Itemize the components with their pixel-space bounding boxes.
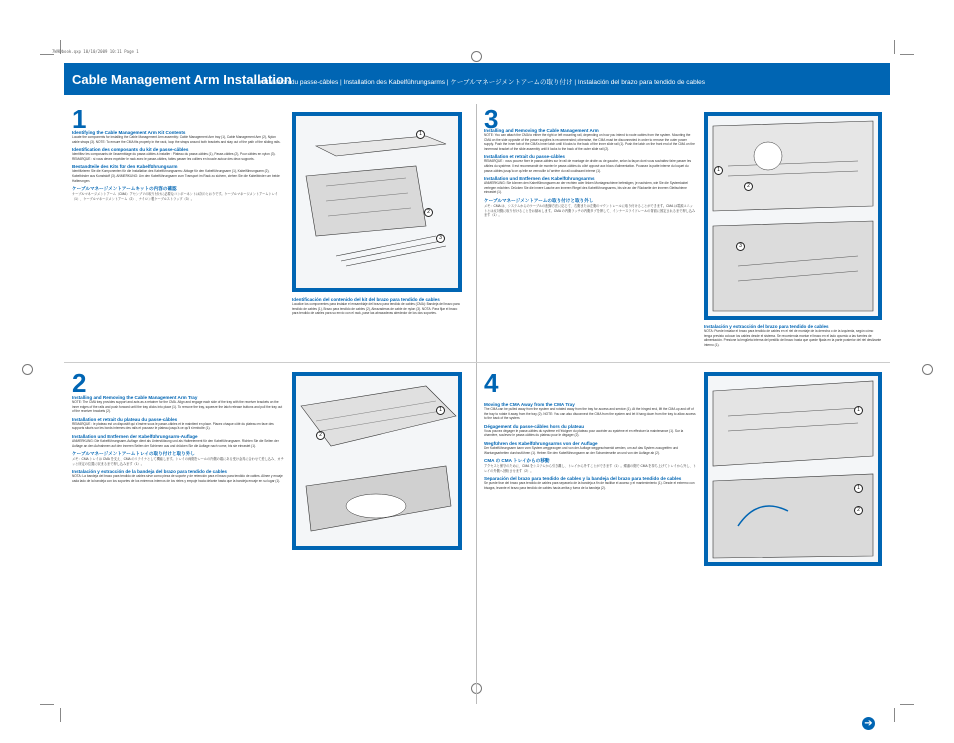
- paragraph-en: The CMA can be pulled away from the system and rotated away from the tray for access and service (1). At the hinged end, lift the CMA up and off of the tray to rotate it away from the tray (2). NOTE: You can also disconnect the CMA from the system and let it hang down from the tray to allow access to the back of the system.: [484, 407, 696, 421]
- step4-illustration: [704, 372, 882, 566]
- heading-de: Wegführen des Kabelführungsarms von der Auflage: [484, 440, 598, 446]
- paragraph-de: Identifizieren Sie die Komponenten für die Installation des Kabelführungsarms: Ablage für den Kabelführungsarm (1), Kabelführungsarm (2), Kabelbinder aus Kunststoff (3). ANMERKUNG: Um den Kabelführungsarm zum Transport im Rack zu sichern, ziehen Sie die Kabelbinder um beide Halterungen.: [72, 169, 280, 183]
- heading-de: Bestandteile des Kits für den Kabelführungsarm: [72, 164, 178, 170]
- heading-fr: Installation et retrait du plateau du passe-câbles: [72, 416, 178, 422]
- row-divider: [64, 362, 890, 363]
- callout-2: 2: [316, 431, 325, 440]
- paragraph-es: Se puede tirar del brazo para tendido de cables para separarlo de la bandeja a fin de facilitar el acceso y el mantenimiento (1). Desde el extremo con bisagra, levante el brazo para tendido de cables hacia arriba y fuera de la bandeja (2).: [484, 481, 695, 490]
- heading-es: Identificación del contenido del kit del brazo para tendido de cables: [292, 297, 440, 302]
- registration-mark: [471, 51, 482, 62]
- heading-ja: ケーブルマネージメントアームトレイの取り付けと取り外し: [72, 451, 195, 457]
- paragraph-fr: Vous pouvez dégager le passe-câbles du système et l'éloigner du plateau pour accéder au système et en effectuer la maintenance (1). Sur la charnière, soulevez le passe-câbles du plateau pour le dégager (2).: [484, 428, 684, 438]
- crop-mark: [900, 704, 914, 705]
- step-number: 1: [72, 104, 87, 134]
- callout-1: 1: [714, 166, 723, 175]
- column-divider: [476, 104, 477, 704]
- step1-text-es: [292, 297, 464, 316]
- heading-fr: Dégagement du passe-câbles hors du plateau: [484, 423, 585, 429]
- step2-illustration: [292, 372, 462, 550]
- paragraph-de: ANMERKUNG: Die Kabelführungsarm-Auflage dient als Unterstützung und als Halteelement für den Kabelführungsarm. Richten Sie die Seiten der Auflage an den Aufnahmen auf den inneren Seiten der Schienen aus und drücken Sie die Auflage nach vorne, bis sie einrastet (1).: [72, 438, 279, 448]
- callout-2: 2: [744, 182, 753, 191]
- paragraph-es: NOTA: Puede instalar el brazo para tendido de cables en el riel de montaje de la derecha o de la izquierda, según cómo tenga previsto colocar los cables desde el sistema. Se recomienda montar el brazo en el lado opuesto a las fuentes de alimentación. Presione la lengüeta interna del pestillo del brazo hasta que quede fijada en la parte posterior del riel deslizante interno (1).: [704, 329, 882, 347]
- paragraph-es: Localice los componentes para instalar el ensamblaje del brazo para tendido de cables (CMA): Bandeja del brazo para tendido de cables (1), Brazo para tendido de cables (2), Abrazaderas de cable de nylon (3). NOTA: Para fijar el brazo para tendido de cables para su envío con el rack, pase las abrazaderas alrededor de los dos soportes.: [292, 302, 460, 316]
- callout-1: 1: [854, 484, 863, 493]
- cma-move-drawing: [708, 376, 878, 562]
- heading-fr: Installation et retrait du passe-câbles: [484, 154, 565, 160]
- heading-en: Moving the CMA Away from the CMA Tray: [484, 402, 575, 407]
- heading-ja: ケーブルマネージメントアームの取り付けと取り外し: [484, 197, 594, 203]
- step1-illustration: [292, 112, 462, 292]
- registration-mark: [922, 364, 933, 375]
- crop-mark: [900, 54, 914, 55]
- step-number: 3: [484, 104, 499, 134]
- step2-text: [72, 395, 284, 484]
- cma-kit-drawing: [296, 116, 458, 288]
- page-title: Cable Management Arm Installation: [72, 72, 292, 87]
- heading-en: Installing and Removing the Cable Management Arm: [484, 128, 599, 133]
- heading-en: Identifying the Cable Management Arm Kit Contents: [72, 130, 186, 135]
- step3-text: [484, 128, 696, 218]
- callout-3: 3: [736, 242, 745, 251]
- heading-fr: Identification des composants du kit de passe-câbles: [72, 147, 189, 153]
- callout-1: 1: [854, 406, 863, 415]
- cma-tray-drawing: [296, 376, 458, 546]
- step3-text-es: [704, 324, 882, 347]
- crop-mark: [894, 708, 895, 722]
- callout-2: 2: [854, 506, 863, 515]
- paragraph-ja: ケーブルマネージメントアーム（CMA）アセンブリの取り付けに必要なコンポーネントは次のとおりです。ケーブルマネージメントアームトレイ（1）、ケーブルマネージメントアーム（2）、ナイロン製ケーブルストラップ（3）。: [72, 192, 278, 201]
- paragraph-ja: メモ：CMA トレイは CMA を支え、CMA のリテイナとして機能します。トレイの両側をレールの内側の端にある受け金具に合わせて差し込み、カチッと所定の位置に収まるまで押し込みます（1）。: [72, 457, 284, 466]
- paragraph-es: NOTA: La bandeja del brazo para tendido de cables sirve como pieza de soporte y de retención para el brazo para tendido de cables. Alinee y encaje cada lado de la bandeja con los soportes de los extremos internos de los rieles y empuje hacia delante hasta que la bandeja encaje en su lugar (1).: [72, 474, 283, 483]
- paragraph-en: NOTE: You can attach the CMA to either the right or left mounting rail, depending on how you intend to route cables from the system. Mounting the CMA on the side opposite of the power supplies is recommended; otherwise, the CMA must be disconnected in order to remove the outer power supply. Push the inner tab of the CMA's inner latch until it locks to the back of the inner slide rail (1). Push the latch on the front end of the CMA on the innermost bracket of the slide assembly until it locks to the back of the outer slide rail (2).: [484, 133, 695, 151]
- heading-ja: CMA の CMA トレイからの移動: [484, 458, 550, 464]
- arrow-right-circle-icon[interactable]: ➔: [862, 717, 875, 730]
- step1-text: [72, 130, 284, 201]
- paragraph-en: Locate the components for installing the Cable Management Arm assembly: Cable Management Arm tray (1), Cable Management Arm (2), Nylon cable straps (3). NOTE: To ensure the CMA fits properly in the rack, loop the straps around both brackets and stay out of the path of the sliding rails.: [72, 135, 281, 144]
- step3-illustration: [704, 112, 882, 320]
- crop-mark: [60, 708, 61, 722]
- callout-2: 2: [424, 208, 433, 217]
- heading-de: Installation und Entfernen der Kabelführungsarm-Auflage: [72, 433, 198, 439]
- crop-mark: [40, 704, 54, 705]
- paragraph-fr: REMARQUE : vous pouvez fixer le passe-câbles sur le rail de montage de droite ou de gauche, selon la façon dont vous souhaitez faire passer les câbles du système. Il est recommandé de monter le passe-câbles du côté opposé aux blocs d'alimentation. Poussez la patte interne du loquet du passe-câbles jusqu'à ce qu'elle se verrouille à l'arrière du rail coulissant interne (1).: [484, 159, 692, 173]
- paragraph-ja: メモ：CMA は、システムからのケーブルの配線方法に応じて、右側または左側のマウントレールに取り付けることができます。CMA は電源ユニットとは反対側に取り付けることをお勧めします。CMA の内側ラッチの内側タブを押して、インナースライドレールの背面に固定されるまで押し込みます（1）。: [484, 203, 696, 218]
- step-number: 4: [484, 368, 499, 398]
- file-header: 7W9Dbook.qxp 10/10/2009 10:11 Page 1: [52, 49, 139, 54]
- paragraph-fr: Identifiez les composants de l'assemblage du passe-câbles à installer : Plateau du passe-câbles (1), Passe-câbles (2), Pour câbles en nylon (3). REMARQUE : si vous devez expédier le rack avec le passe-câbles, faites passer les colliers en boucle autour des deux supports.: [72, 152, 276, 161]
- paragraph-ja: アクセスと保守のために、CMA をシステムから引き離し、トレイから外すことができます（1）。蝶番の側で CMA を持ち上げてトレイから外し、トレイの外側へ回転させます（2）。: [484, 464, 696, 473]
- paragraph-de: Der Kabelführungsarm kann vom System weggezogen und von der Auflage weggeschwenkt werden, um auf das System zuzugreifen und Wartungsarbeiten durchzuführen (1). Heben Sie den Kabelführungsarm an der Scharnierseite an und von der Auflage ab (2).: [484, 445, 679, 455]
- heading-es: Instalación y extracción del brazo para tendido de cables: [704, 324, 829, 329]
- page-subtitle: Installation du passe-câbles | Installation des Kabelführungsarms | ケーブルマネージメントアームの取り付け | Instalación del brazo para tendido de cables: [258, 79, 706, 86]
- heading-es: Separación del brazo para tendido de cables y la bandeja del brazo para tendido de cables: [484, 476, 682, 482]
- paragraph-en: NOTE: The CMA tray provides support and acts as a retainer for the CMA. Align and engage each side of the tray with the receiver brackets on the inner edges of the rails and push forward until the tray clicks into place (1). To remove the tray, squeeze the latch release buttons and pull the tray out of the receiver brackets (2).: [72, 400, 283, 414]
- heading-ja: ケーブルマネージメントアームキットの内容の確認: [72, 186, 177, 192]
- heading-es: Instalación y extracción de la bandeja del brazo para tendido de cables: [72, 469, 227, 475]
- registration-mark: [22, 364, 33, 375]
- heading-en: Installing and Removing the Cable Management Arm Tray: [72, 395, 198, 400]
- step4-text: [484, 402, 696, 491]
- callout-1: 1: [436, 406, 445, 415]
- paragraph-fr: REMARQUE : le plateau est un dispositif qui s'insère sous le passe-câbles et le maintient en place. Placez chaque côté du plateau en face des supports situés sur les bords internes des rails et poussez le plateau jusqu'à ce qu'il s'emboîte (1).: [72, 421, 274, 431]
- callout-3: 3: [436, 234, 445, 243]
- cma-install-drawing: [708, 116, 878, 316]
- crop-mark: [894, 40, 895, 54]
- step-number: 2: [72, 368, 87, 398]
- heading-de: Installation und Entfernen des Kabelführungsarms: [484, 176, 595, 182]
- callout-1: 1: [416, 130, 425, 139]
- paragraph-de: ANMERKUNG: Sie können den Kabelführungsarm an der rechten oder linken Montageschiene befestigen, je nachdem, wie Sie die Systemkabel verlegen möchten. Drücken Sie die innere Lasche am inneren Riegel des Kabelführungsarms, bis sie an der Rückseite der inneren Gleitschiene einrastet (1).: [484, 181, 688, 195]
- crop-mark: [40, 54, 54, 55]
